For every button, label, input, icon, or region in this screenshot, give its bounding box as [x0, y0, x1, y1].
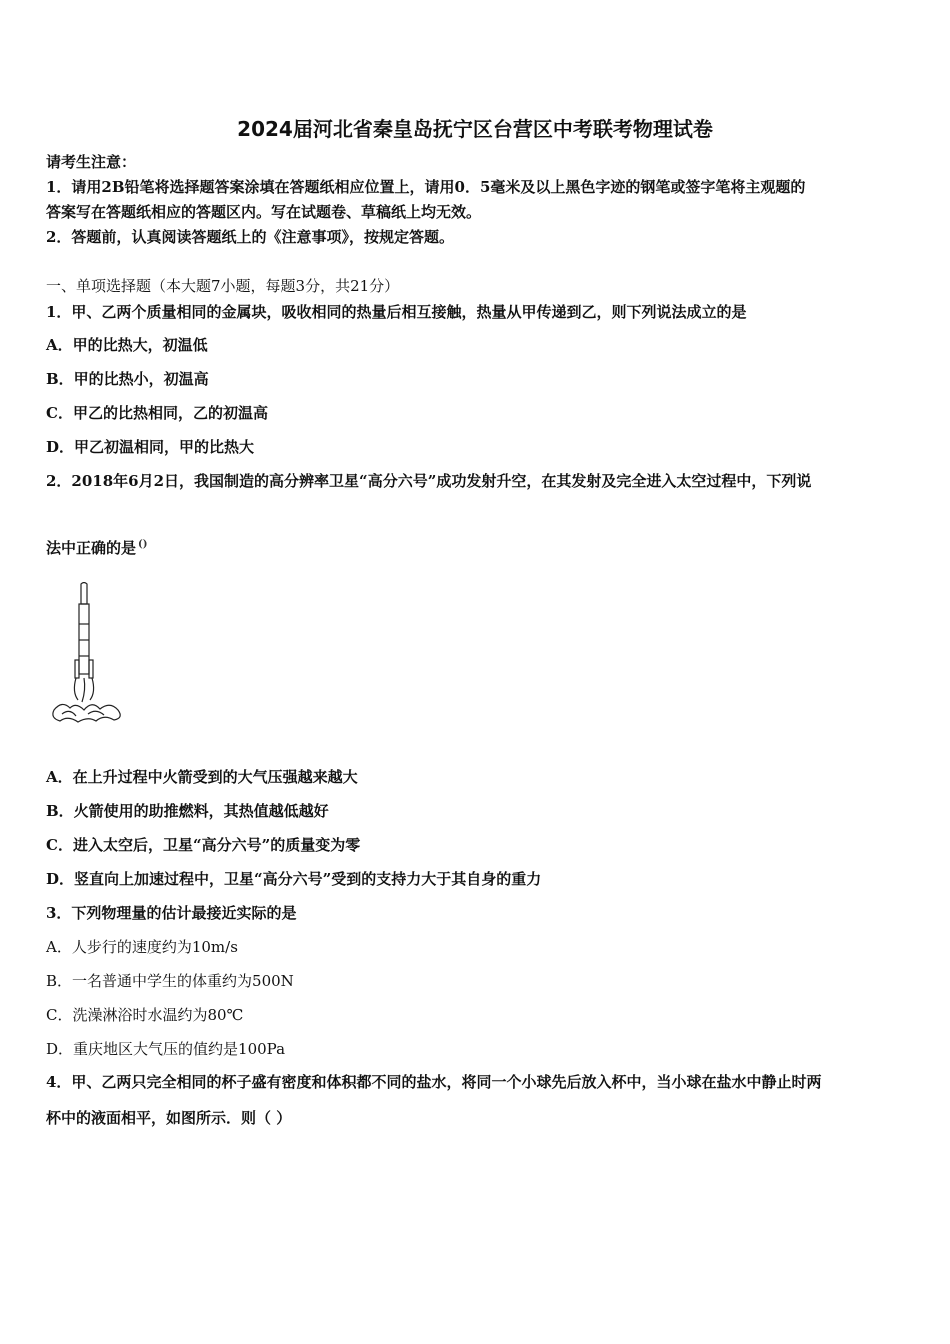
- answer-blank-mark: (): [138, 539, 148, 550]
- notice-heading: 请考生注意：: [46, 153, 137, 171]
- question-3-option-d: D．重庆地区大气压的值约是100Pa: [46, 1040, 286, 1058]
- rocket-nose: [81, 583, 87, 605]
- question-2-option-d: D．竖直向上加速过程中，卫星“高分六号”受到的支持力大于其自身的重力: [46, 870, 542, 888]
- question-1-option-a: A．甲的比热大，初温低: [46, 336, 208, 354]
- question-3-stem: 3．下列物理量的估计最接近实际的是: [46, 904, 297, 922]
- rocket-launch-figure: [48, 582, 132, 726]
- rocket-booster-left: [75, 660, 79, 678]
- notice-line-1: 1．请用2B铅笔将选择题答案涂填在答题纸相应位置上，请用0．5毫米及以上黑色字迹的钢笔或签字笔将主观题的: [46, 178, 806, 196]
- question-1-option-d: D．甲乙初温相同，甲的比热大: [46, 438, 255, 456]
- question-1-stem: 1．甲、乙两个质量相同的金属块，吸收相同的热量后相互接触，热量从甲传递到乙，则下列说法成立的是: [46, 303, 747, 321]
- question-1-option-c: C．甲乙的比热相同，乙的初温高: [46, 404, 268, 422]
- question-2-option-a: A．在上升过程中火箭受到的大气压强越来越大: [46, 768, 358, 786]
- question-3-option-a: A．人步行的速度约为10m/s: [46, 938, 238, 956]
- rocket-booster-right: [89, 660, 93, 678]
- question-1-option-b: B．甲的比热小，初温高: [46, 370, 209, 388]
- question-3-option-b: B．一名普通中学生的体重约为500N: [46, 972, 294, 990]
- page-title: 2024届河北省秦皇岛抚宁区台营区中考联考物理试卷: [237, 117, 713, 141]
- question-2-stem-text: 法中正确的是: [46, 539, 137, 557]
- rocket-flame: [74, 678, 93, 702]
- question-2-stem-cont: [46, 535, 147, 558]
- notice-line-1-cont: 答案写在答题纸相应的答题区内。写在试题卷、草稿纸上均无效。: [46, 203, 482, 221]
- question-4-stem-cont: 杯中的液面相平，如图所示．则（ ）: [46, 1109, 292, 1127]
- rocket-body: [79, 604, 89, 674]
- question-2-stem: 2．2018年6月2日，我国制造的高分辨率卫星“高分六号”成功发射升空，在其发射及完全进入太空过程中，下列说: [46, 472, 812, 490]
- question-4-stem: 4．甲、乙两只完全相同的杯子盛有密度和体积都不同的盐水，将同一个小球先后放入杯中，当小球在盐水中静止时两: [46, 1073, 822, 1091]
- question-2-option-b: B．火箭使用的助推燃料，其热值越低越好: [46, 802, 329, 820]
- notice-line-2: 2．答题前，认真阅读答题纸上的《注意事项》，按规定答题。: [46, 228, 454, 246]
- question-2-option-c: C．进入太空后，卫星“高分六号”的质量变为零: [46, 836, 361, 854]
- question-3-option-c: C．洗澡淋浴时水温约为80℃: [46, 1006, 244, 1024]
- section-heading: 一、单项选择题（本大题7小题，每题3分，共21分）: [46, 277, 400, 295]
